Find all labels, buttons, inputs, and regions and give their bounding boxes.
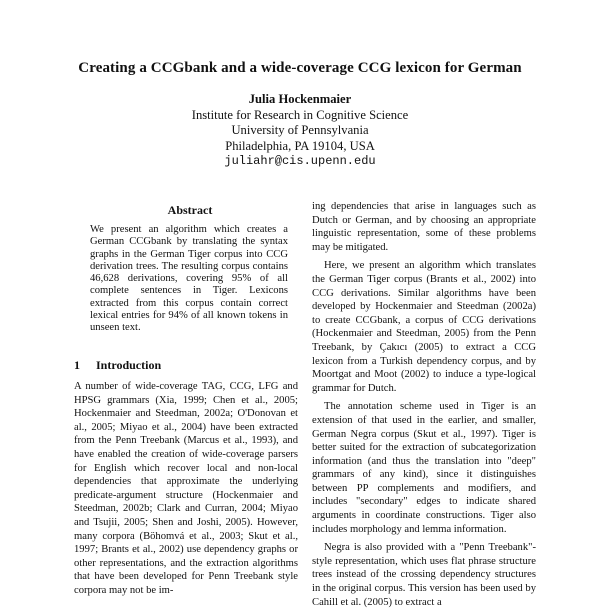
paper-title: Creating a CCGbank and a wide-coverage CCG lexicon for German: [78, 60, 522, 76]
section-number: 1: [74, 358, 80, 372]
intro-paragraph-4: Negra is also provided with a "Penn Treebank"-style representation, which uses flat phrase structure trees instead of the crossing dependency structures in the original corpus. This version has been used by Cahill et al. (2005) to extract a: [312, 542, 536, 608]
author-affiliation-2: University of Pennsylvania: [231, 123, 369, 138]
section-title: Introduction: [96, 358, 162, 372]
intro-paragraph-3: The annotation scheme used in Tiger is an extension of that used in the earlier, and smaller, German Negra corpus (Skut et al., 1997). Tiger is better suited for the extraction of subcategorization information (and thus the translation into "deep" grammars of any kind), since it distinguishes between PP complements and modifiers, and includes "secondary" edges to indicate shared arguments in coordinate constructions. Tiger also includes morphology and lemma information.: [312, 401, 536, 535]
intro-paragraph-1: A number of wide-coverage TAG, CCG, LFG and HPSG grammars (Xia, 1999; Chen et al., 2005; Hockenmaier and Steedman, 2002a; O'Donovan et al., 2005; Miyao et al., 2004) have been extracted from the Penn Treebank (Marcus et al., 1993), and have enabled the creation of wide-coverage parsers for English which recover local and non-local dependencies that approximate the underlying predicate-argument structure (Hockenmaier and Steedman, 2002b; Clark and Curran, 2004; Miyao and Tsujii, 2005; Shen and Joshi, 2005). However, many corpora (Böhomvá et al., 2003; Skut et al., 1997; Brants et al., 2002) use dependency graphs or other representations, and the extraction algorithms that have been developed for Penn Treebank style corpora may not be im-: [74, 381, 298, 596]
right-column-body: [312, 200, 536, 609]
abstract-text: We present an algorithm which creates a German CCGbank by translating the syntax graphs in the German Tiger corpus into CCG derivation trees. The resulting corpus contains 46,628 derivations, covering 95% of all complete sentences in Tiger. Lexicons extracted from this corpus contain correct lexical entries for 94% of all known tokens in unseen text.: [90, 224, 288, 334]
author-email[interactable]: juliahr@cis.upenn.edu: [224, 154, 376, 169]
author-block: [0, 92, 600, 170]
section-heading-introduction: [74, 358, 161, 373]
intro-paragraph-continued: ing dependencies that arise in languages such as Dutch or German, and by choosing an appropriate linguistic representation, some of these problems may be mitigated.: [312, 201, 536, 253]
left-column-body: [74, 380, 298, 598]
intro-paragraph-2: Here, we present an algorithm which translates the German Tiger corpus (Brants et al., 2002) into CCG derivations. Similar algorithms have been developed by Hockenmaier and Steedman (2002a) to create CCGbank, a corpus of CCG derivations (Hockenmaier and Steedman, 2005) from the Penn Treebank, by Çakıcı (2005) to extract a CCG lexicon from a Turkish dependency corpus, and by Moortgat and Moot (2002) to induce a type-logical grammar for Dutch.: [312, 260, 536, 394]
author-name: Julia Hockenmaier: [248, 92, 352, 106]
author-affiliation-1: Institute for Research in Cognitive Science: [191, 107, 409, 122]
author-address: Philadelphia, PA 19104, USA: [225, 138, 375, 153]
abstract-body: [90, 224, 288, 335]
abstract-heading: Abstract: [167, 203, 213, 217]
